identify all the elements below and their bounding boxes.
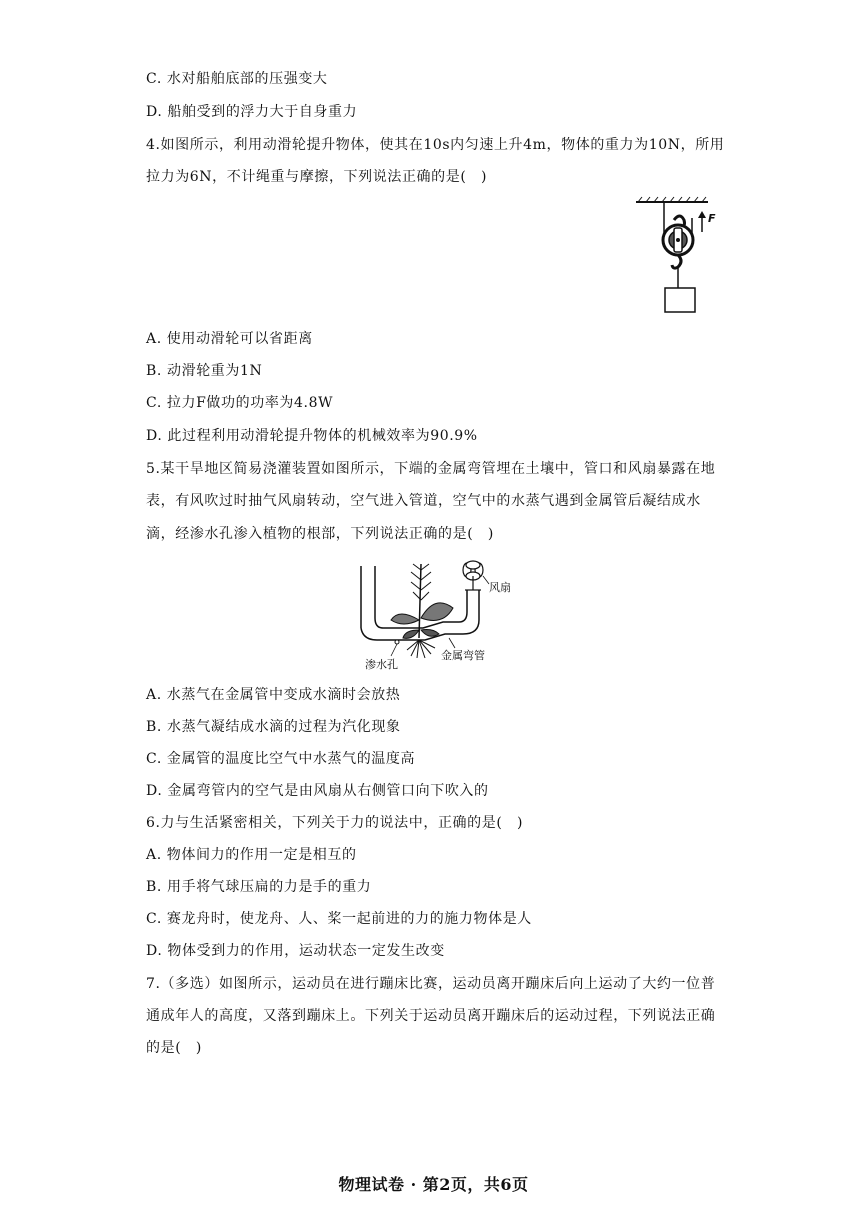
pulley-figure — [630, 196, 720, 318]
question-6-stem: 6.力与生活紧密相关，下列关于力的说法中，正确的是( ) — [146, 815, 524, 831]
question-4-stem-line1: 4.如图所示，利用动滑轮提升物体，使其在10s内匀速上升4m，物体的重力为10N，所用 — [146, 137, 725, 153]
question-4-stem-line2: 拉力为6N，不计绳重与摩擦，下列说法正确的是( ) — [146, 169, 488, 185]
question-5-option-b: B. 水蒸气凝结成水滴的过程为汽化现象 — [146, 719, 401, 735]
question-7-stem-line3: 的是( ) — [146, 1040, 202, 1056]
question-7-stem-line1: 7.（多选）如图所示，运动员在进行蹦床比赛，运动员离开蹦床后向上运动了大约一位普 — [146, 976, 716, 992]
fan-label: 风扇 — [489, 581, 511, 594]
irrigation-figure — [355, 560, 515, 672]
question-4-option-c: C. 拉力F做功的功率为4.8W — [146, 395, 334, 411]
question-6-option-d: D. 物体受到力的作用，运动状态一定发生改变 — [146, 943, 445, 959]
option-d-prev: D. 船舶受到的浮力大于自身重力 — [146, 104, 358, 120]
metal-pipe-label: 金属弯管 — [441, 649, 485, 662]
seepage-hole-label: 渗水孔 — [365, 658, 398, 671]
question-5-option-c: C. 金属管的温度比空气中水蒸气的温度高 — [146, 751, 416, 767]
question-7-stem-line2: 通成年人的高度，又落到蹦床上。下列关于运动员离开蹦床后的运动过程，下列说法正确 — [146, 1008, 716, 1024]
question-5-stem-line3: 滴，经渗水孔渗入植物的根部，下列说法正确的是( ) — [146, 526, 494, 542]
question-4-option-b: B. 动滑轮重为1N — [146, 363, 263, 379]
question-5-option-d: D. 金属弯管内的空气是由风扇从右侧管口向下吹入的 — [146, 783, 489, 799]
option-c-prev: C. 水对船舶底部的压强变大 — [146, 71, 328, 87]
question-5-stem-line2: 表，有风吹过时抽气风扇转动，空气进入管道，空气中的水蒸气遇到金属管后凝结成水 — [146, 493, 701, 509]
question-6-option-c: C. 赛龙舟时，使龙舟、人、桨一起前进的力的施力物体是人 — [146, 911, 532, 927]
question-6-option-b: B. 用手将气球压扁的力是手的重力 — [146, 879, 372, 895]
page-footer: 物理试卷 · 第2页，共6页 — [338, 1175, 529, 1194]
question-4-option-d: D. 此过程利用动滑轮提升物体的机械效率为90.9% — [146, 428, 478, 444]
question-6-option-a: A. 物体间力的作用一定是相互的 — [146, 847, 357, 863]
force-label-f: F — [708, 212, 716, 225]
question-4-option-a: A. 使用动滑轮可以省距离 — [146, 331, 313, 347]
question-5-option-a: A. 水蒸气在金属管中变成水滴时会放热 — [146, 687, 401, 703]
question-5-stem-line1: 5.某干旱地区简易浇灌装置如图所示，下端的金属弯管埋在土壤中，管口和风扇暴露在地 — [146, 461, 716, 477]
